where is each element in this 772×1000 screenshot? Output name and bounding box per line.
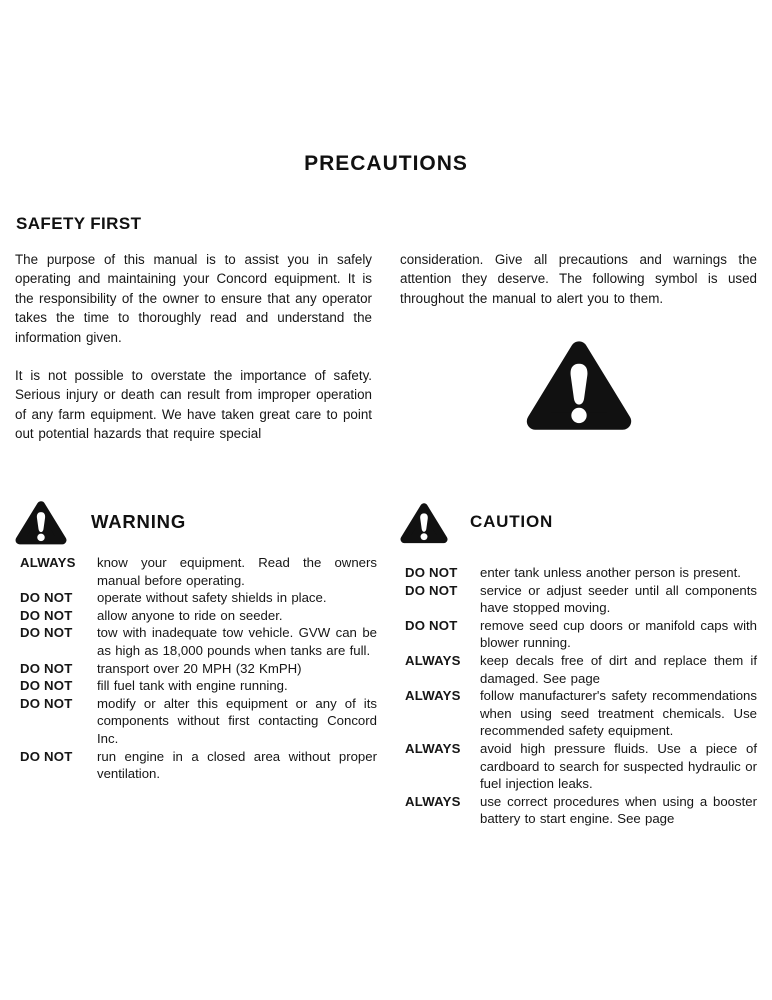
warning-section	[15, 498, 377, 783]
item-text: operate without safety shields in place.	[97, 590, 327, 606]
caution-header	[400, 498, 757, 545]
item-label: DO NOT	[405, 617, 458, 633]
safety-first-heading: SAFETY FIRST	[16, 214, 142, 233]
item-text: know your equipment. Read the owners manual before operating.	[97, 555, 377, 588]
intro-right-column	[400, 250, 757, 433]
item-label: DO NOT	[20, 695, 73, 711]
warning-heading: WARNING	[91, 511, 187, 532]
item-text: avoid high pressure fluids. Use a piece of cardboard to search for suspected hydraulic or fuel injection leaks.	[480, 740, 757, 792]
item-label: ALWAYS	[20, 555, 76, 570]
item-text: fill fuel tank with engine running.	[97, 678, 288, 694]
warning-items	[15, 554, 377, 783]
item-text: follow manufacturer's safety recommendations when using seed treatment chemicals. Use recommended safety equipment.	[480, 688, 757, 739]
item-text: remove seed cup doors or manifold caps with blower running.	[480, 617, 757, 651]
caution-section	[400, 498, 757, 828]
item-text: keep decals free of dirt and replace them if damaged. See page	[480, 652, 757, 686]
item-label: DO NOT	[20, 607, 73, 623]
item-label: ALWAYS	[405, 652, 461, 668]
caution-triangle-icon	[400, 500, 448, 545]
warning-item	[15, 589, 377, 607]
item-text: use correct procedures when using a booster battery to start engine. See page	[480, 793, 757, 827]
intro-left-column	[15, 250, 372, 444]
warning-item	[15, 748, 377, 783]
caution-item	[400, 582, 757, 617]
item-text: allow anyone to ride on seeder.	[97, 607, 283, 623]
item-label: DO NOT	[20, 678, 73, 694]
caution-item	[400, 617, 757, 652]
item-label: ALWAYS	[405, 740, 461, 756]
item-text: transport over 20 MPH (32 KmPH)	[97, 660, 302, 676]
caution-heading: CAUTION	[470, 511, 554, 531]
item-text: service or adjust seeder until all components have stopped moving.	[480, 582, 757, 616]
warning-header	[15, 498, 377, 546]
item-label: DO NOT	[405, 582, 458, 598]
page-title: PRECAUTIONS	[304, 152, 468, 175]
alert-triangle-icon	[518, 335, 640, 433]
intro-paragraph-2: It is not possible to overstate the importance of safety. Serious injury or death can result from improper operation of any farm equipment. We have taken great care to point out potential hazards that require special	[15, 368, 372, 442]
intro-paragraph-3: consideration. Give all precautions and warnings the attention they deserve. The following symbol is used throughout the manual to alert you to them.	[400, 252, 757, 306]
warning-item	[15, 624, 377, 659]
item-label: DO NOT	[405, 565, 458, 580]
intro-paragraph-1: The purpose of this manual is to assist you in safely operating and maintaining your Concord equipment. It is the responsibility of the owner to ensure that any operator takes the time to thoroughly read and understand the information given.	[15, 252, 372, 345]
caution-items	[400, 564, 757, 828]
caution-item	[400, 652, 757, 687]
item-label: ALWAYS	[405, 793, 461, 809]
item-label: DO NOT	[20, 660, 73, 676]
warning-item	[15, 677, 377, 695]
caution-item	[400, 687, 757, 740]
warning-item	[15, 607, 377, 625]
item-text: tow with inadequate tow vehicle. GVW can be as high as 18,000 pounds when tanks are full.	[97, 625, 377, 658]
item-text: enter tank unless another person is present.	[480, 565, 741, 580]
caution-item	[400, 740, 757, 793]
item-text: modify or alter this equipment or any of its components without first contacting Concord Inc.	[97, 695, 377, 746]
item-text: run engine in a closed area without proper ventilation.	[97, 748, 377, 782]
warning-item	[15, 554, 377, 589]
item-label: DO NOT	[20, 748, 73, 764]
item-label: ALWAYS	[405, 688, 461, 704]
caution-item	[400, 793, 757, 828]
warning-item	[15, 695, 377, 748]
caution-item	[400, 564, 757, 582]
warning-item	[15, 660, 377, 678]
item-label: DO NOT	[20, 625, 73, 641]
warning-triangle-icon	[15, 498, 67, 546]
item-label: DO NOT	[20, 590, 73, 606]
